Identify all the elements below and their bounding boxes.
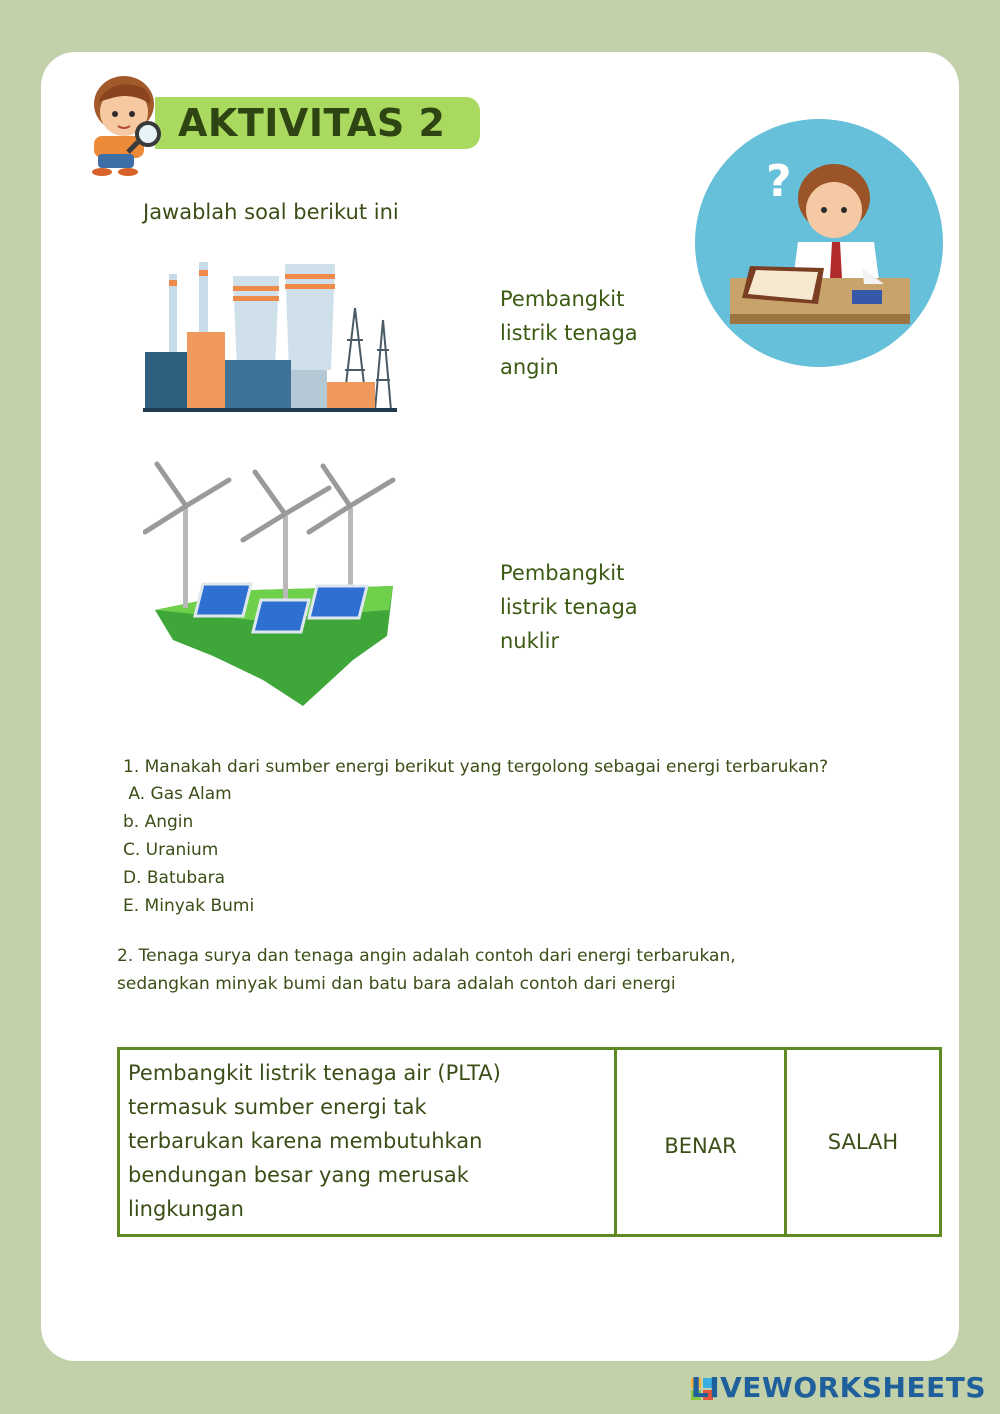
true-false-statement [120, 1050, 617, 1234]
matching-label-1 [500, 282, 700, 384]
true-option[interactable]: BENAR [617, 1050, 787, 1234]
question-1-option-b[interactable]: b. Angin [123, 812, 194, 832]
label-line: listrik tenaga [500, 595, 638, 619]
true-false-table [117, 1047, 942, 1237]
svg-text:?: ? [766, 156, 792, 207]
label-line: nuklir [500, 629, 560, 653]
label-line: Pembangkit [500, 561, 625, 585]
question-2-line-1: 2. Tenaga surya dan tenaga angin adalah contoh dari energi terbarukan, [117, 946, 736, 966]
label-line: Pembangkit [500, 287, 625, 311]
question-2-line-2: sedangkan minyak bumi dan batu bara adalah contoh dari energi [117, 974, 676, 994]
question-1-option-e[interactable]: E. Minyak Bumi [123, 896, 255, 916]
page-title: AKTIVITAS 2 [178, 101, 446, 145]
matching-label-2 [500, 556, 700, 658]
question-1-text: 1. Manakah dari sumber energi berikut yang tergolong sebagai energi terbarukan? [123, 757, 829, 777]
statement-line: bendungan besar yang merusak [128, 1163, 469, 1187]
statement-line: lingkungan [128, 1197, 244, 1221]
question-1-option-a[interactable]: A. Gas Alam [123, 784, 232, 804]
statement-line: termasuk sumber energi tak [128, 1095, 427, 1119]
label-line: listrik tenaga [500, 321, 638, 345]
liveworksheets-brand[interactable]: LIVEWORKSHEETS [690, 1371, 986, 1404]
label-line: angin [500, 355, 559, 379]
wind-solar-farm-icon [143, 460, 399, 710]
boy-magnifier-icon [72, 68, 172, 178]
false-option[interactable]: SALAH [827, 1130, 899, 1154]
question-1-option-d[interactable]: D. Batubara [123, 868, 226, 888]
instruction-text: Jawablah soal berikut ini [143, 200, 399, 224]
statement-line: terbarukan karena membutuhkan [128, 1129, 483, 1153]
question-1-option-c[interactable]: C. Uranium [123, 840, 219, 860]
statement-line: Pembangkit listrik tenaga air (PLTA) [128, 1061, 501, 1085]
thinking-student-icon [694, 118, 944, 368]
power-plant-icon [143, 260, 399, 412]
